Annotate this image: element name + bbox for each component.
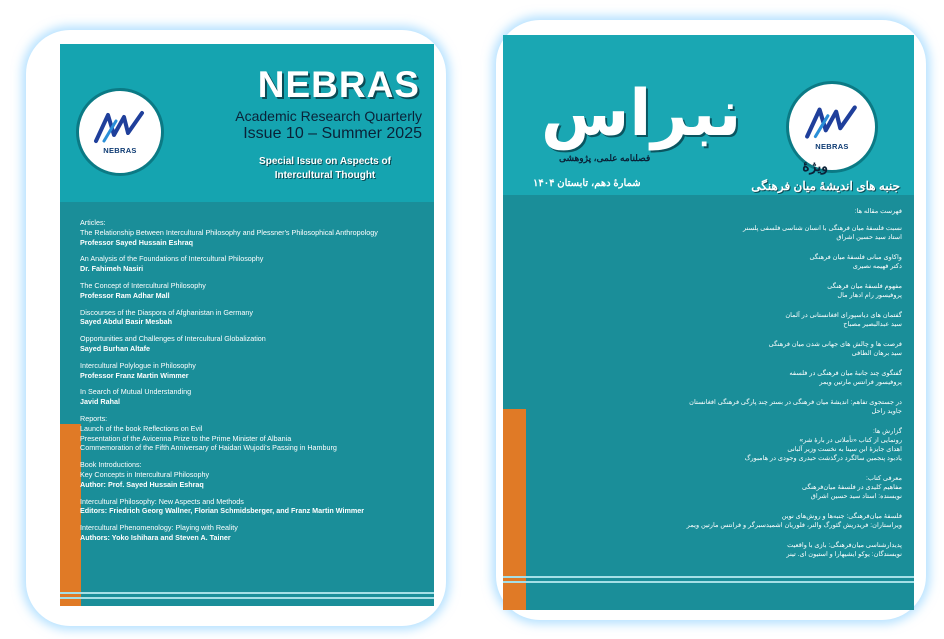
toc-line: An Analysis of the Foundations of Intercultural Philosophy: [80, 254, 264, 264]
toc-line: در جستجوی تفاهم: اندیشهٔ میان فرهنگی در بستر چند پارگی فرهنگی افغانستان: [689, 399, 902, 406]
toc-line: واکاوی مبانی فلسفهٔ میان فرهنگی: [809, 254, 902, 261]
persian-cover: [503, 35, 914, 610]
toc-section: [522, 369, 902, 387]
issue-label: Issue 10 – Summer 2025: [243, 125, 422, 142]
toc-section: [80, 281, 420, 301]
special-issue-title-persian: جنبه‌ های اندیشهٔ میان فرهنگی: [751, 179, 900, 193]
special-prefix-persian: ویژهٔ: [802, 158, 828, 174]
toc-section: [522, 427, 902, 463]
journal-subtitle: Academic Research Quarterly: [235, 108, 422, 124]
toc-heading: فهرست مقاله ها:: [854, 208, 902, 215]
toc-section: [80, 523, 420, 543]
toc-line: نویسنده: استاد سید حسین اشراق: [810, 493, 902, 500]
toc-line: نسبت فلسفهٔ میان فرهنگی با انسان شناسی فلسفی پلسنر: [742, 225, 902, 232]
nebras-logo: [76, 88, 164, 176]
toc-line: Launch of the book Reflections on Evil: [80, 423, 203, 433]
toc-section: [80, 254, 420, 274]
bottom-line: [60, 592, 434, 594]
toc-author: Professor Sayed Hussain Eshraq: [80, 237, 194, 247]
toc-line: نویسندگان: یوکو ایشیهارا و استیون ای. تینر: [786, 551, 902, 558]
orange-stripe: [60, 424, 81, 606]
toc-section: [80, 387, 420, 407]
toc-line: Articles:: [80, 218, 106, 227]
nebras-logo-icon: [803, 103, 861, 141]
toc-author: Sayed Burhan Altafe: [80, 343, 151, 353]
toc-line: Presentation of the Avicenna Prize to the Prime Minister of Albania: [80, 433, 292, 443]
toc-section: [80, 334, 420, 354]
toc-line: پروفیسور رام ادهار مال: [837, 292, 902, 299]
toc-section: [80, 460, 420, 489]
toc-line: Intercultural Phenomenology: Playing with Reality: [80, 523, 238, 533]
toc-line: Discourses of the Diaspora of Afghanistan in Germany: [80, 307, 253, 317]
toc-line: Commemoration of the Fifth Anniversary of Haidari Wujodi's Passing in Hamburg: [80, 443, 337, 453]
toc-line: Book Introductions:: [80, 460, 142, 470]
toc-author: Author: Prof. Sayed Hussain Eshraq: [80, 479, 204, 489]
toc-line: پروفیسور فرانتس مارتین ویمر: [819, 379, 902, 386]
nebras-logo-icon: [92, 109, 148, 145]
toc-author: Dr. Fahimeh Nasiri: [80, 264, 144, 274]
toc-line: Key Concepts in Intercultural Philosophy: [80, 469, 210, 479]
toc-section: [522, 224, 902, 242]
toc-line: Reports:: [80, 413, 108, 423]
toc-line: مفهوم فلسفهٔ میان فرهنگی: [827, 283, 902, 290]
toc-line: سید برهان الطافی: [851, 350, 902, 357]
journal-title-persian: نبراس: [541, 77, 742, 151]
toc-line: مفاهیم کلیدی در فلسفهٔ میان‌فرهنگی: [802, 484, 902, 491]
toc-line: اهدای جایزهٔ ابن سینا به نخست وزیر آلبانی: [787, 446, 902, 453]
bottom-line: [503, 581, 914, 583]
nebras-logo: [786, 81, 878, 173]
toc-line: The Concept of Intercultural Philosophy: [80, 280, 206, 290]
toc-entries: [522, 224, 902, 559]
toc-line: فلسفهٔ میان‌فرهنگی: جنبه‌ها و روش‌های نوین: [781, 513, 902, 520]
toc-line: گفتمان های دیاسپورای افغانستانی در آلمان: [785, 312, 902, 319]
toc-section: [522, 398, 902, 416]
toc-section: [522, 512, 902, 530]
bottom-line: [60, 597, 434, 599]
toc-author: Editors: Friedrich Georg Wallner, Florian Schmidsberger, and Franz Martin Wimmer: [80, 506, 365, 516]
toc-author: Javid Rahal: [80, 397, 120, 407]
toc-line: فرصت ها و چالش های جهانی شدن میان فرهنگی: [768, 341, 902, 348]
toc-line: پدیدارشناسی میان‌فرهنگی: بازی با واقعیت: [787, 542, 902, 549]
toc-line: استاد سید حسین اشراق: [836, 234, 902, 241]
toc-section: [522, 340, 902, 358]
special-issue-title: Special Issue on Aspects of Intercultural Thought: [259, 156, 391, 181]
bottom-line: [503, 576, 914, 578]
toc-section: [80, 308, 420, 328]
toc-line: Intercultural Polylogue in Philosophy: [80, 360, 196, 370]
toc-section: [522, 541, 902, 559]
journal-title: NEBRAS: [257, 64, 420, 105]
toc-line: رونمایی از کتاب «تأملاتی در بارهٔ شر»: [799, 437, 902, 444]
toc-section: [522, 282, 902, 300]
toc-line: In Search of Mutual Understanding: [80, 387, 192, 397]
toc-line: گزارش ها:: [873, 428, 902, 435]
table-of-contents-persian: [522, 207, 902, 570]
toc-section: [522, 311, 902, 329]
toc-section: [80, 218, 420, 247]
toc-section: [80, 497, 420, 517]
toc-section: [522, 253, 902, 271]
toc-line: سید عبدالبصیر مصباح: [843, 321, 902, 328]
toc-line: یادبود پنجمین سالگرد درگذشت حیدری وجودی در هامبورگ: [744, 455, 902, 462]
toc-author: Professor Ram Adhar Mall: [80, 290, 170, 300]
table-of-contents: [80, 218, 420, 550]
toc-line: دکتر فهیمه نصیری: [852, 263, 902, 270]
toc-line: معرفی کتاب:: [865, 475, 902, 482]
toc-line: The Relationship Between Intercultural Philosophy and Plessner's Philosophical Anthropology: [80, 227, 378, 237]
issue-label-persian: شمارهٔ دهم، تابستان ۱۴۰۴: [533, 178, 641, 189]
toc-author: Authors: Yoko Ishihara and Steven A. Tainer: [80, 532, 231, 542]
toc-line: گفتگوی چند جانبهٔ میان فرهنگی در فلسفه: [789, 370, 902, 377]
toc-line: Opportunities and Challenges of Intercultural Globalization: [80, 334, 266, 344]
toc-line: ویراستاران: فریدریش گئورگ والنر، فلوریان اشمیدسبرگر و فرانتس مارتین ویمر: [686, 522, 902, 529]
logo-text: NEBRAS: [815, 142, 849, 151]
logo-text: NEBRAS: [103, 146, 137, 155]
toc-author: Professor Franz Martin Wimmer: [80, 370, 189, 380]
toc-section: [80, 414, 420, 453]
toc-line: جاوید راحل: [871, 408, 902, 415]
english-cover: [60, 44, 434, 606]
toc-section: [80, 361, 420, 381]
toc-section: [522, 474, 902, 501]
toc-author: Sayed Abdul Basir Mesbah: [80, 317, 172, 327]
journal-subtitle-persian: فصلنامه علمی، پژوهشی: [559, 153, 651, 163]
toc-line: Intercultural Philosophy: New Aspects and Methods: [80, 496, 244, 506]
